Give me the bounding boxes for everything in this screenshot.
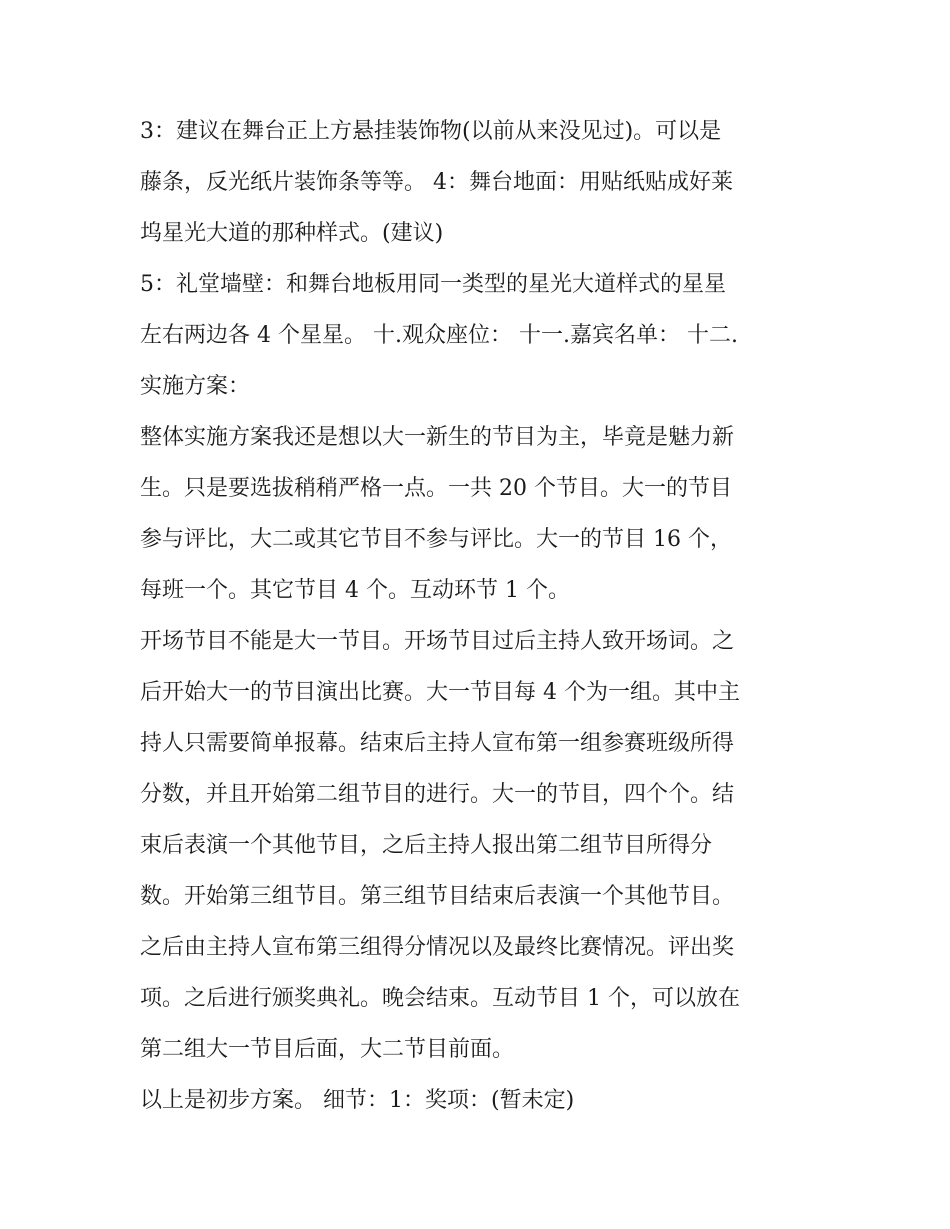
text-line: 坞星光大道的那种样式。(建议) — [140, 221, 444, 246]
text-line: 之后由主持人宣布第三组得分情况以及最终比赛情况。评出奖 — [140, 935, 735, 960]
text-line: 持人只需要简单报幕。结束后主持人宣布第一组参赛班级所得 — [140, 731, 735, 756]
text-line: 以上是初步方案。 细节：1：奖项：(暂未定) — [140, 1088, 575, 1113]
text-line: 第二组大一节目后面，大二节目前面。 — [140, 1037, 515, 1062]
text-line: 项。之后进行颁奖典礼。晚会结束。互动节目 1 个，可以放在 — [140, 986, 740, 1011]
text-line: 数。开始第三组节目。第三组节目结束后表演一个其他节目。 — [140, 884, 735, 909]
text-line: 实施方案： — [140, 374, 251, 399]
paragraph-stage-decoration — [140, 106, 812, 259]
text-line: 每班一个。其它节目 4 个。互动环节 1 个。 — [140, 578, 570, 603]
text-line: 参与评比，大二或其它节目不参与评比。大一的节目 16 个， — [140, 527, 732, 552]
paragraph-hall-walls — [140, 259, 812, 412]
paragraph-program-flow — [140, 616, 812, 1075]
paragraph-details — [140, 1075, 812, 1126]
text-line: 左右两边各 4 个星星。 十.观众座位： 十一.嘉宾名单： 十二. — [140, 323, 738, 348]
text-line: 后开始大一的节目演出比赛。大一节目每 4 个为一组。其中主 — [140, 680, 740, 705]
text-line: 5：礼堂墙壁：和舞台地板用同一类型的星光大道样式的星星 — [140, 272, 726, 297]
text-line: 3：建议在舞台正上方悬挂装饰物(以前从来没见过)。可以是 — [140, 119, 722, 144]
text-line: 藤条，反光纸片装饰条等等。 4：舞台地面：用贴纸贴成好莱 — [140, 170, 733, 195]
text-line: 整体实施方案我还是想以大一新生的节目为主，毕竟是魅力新 — [140, 425, 735, 450]
text-line: 生。只是要选拔稍稍严格一点。一共 20 个节目。大一的节目 — [140, 476, 732, 501]
text-line: 分数，并且开始第二组节目的进行。大一的节目，四个个。结 — [140, 782, 735, 807]
text-line: 开场节目不能是大一节目。开场节目过后主持人致开场词。之 — [140, 629, 735, 654]
text-line: 束后表演一个其他节目，之后主持人报出第二组节目所得分 — [140, 833, 713, 858]
paragraph-overall-plan — [140, 412, 812, 616]
document-body — [140, 106, 812, 1126]
